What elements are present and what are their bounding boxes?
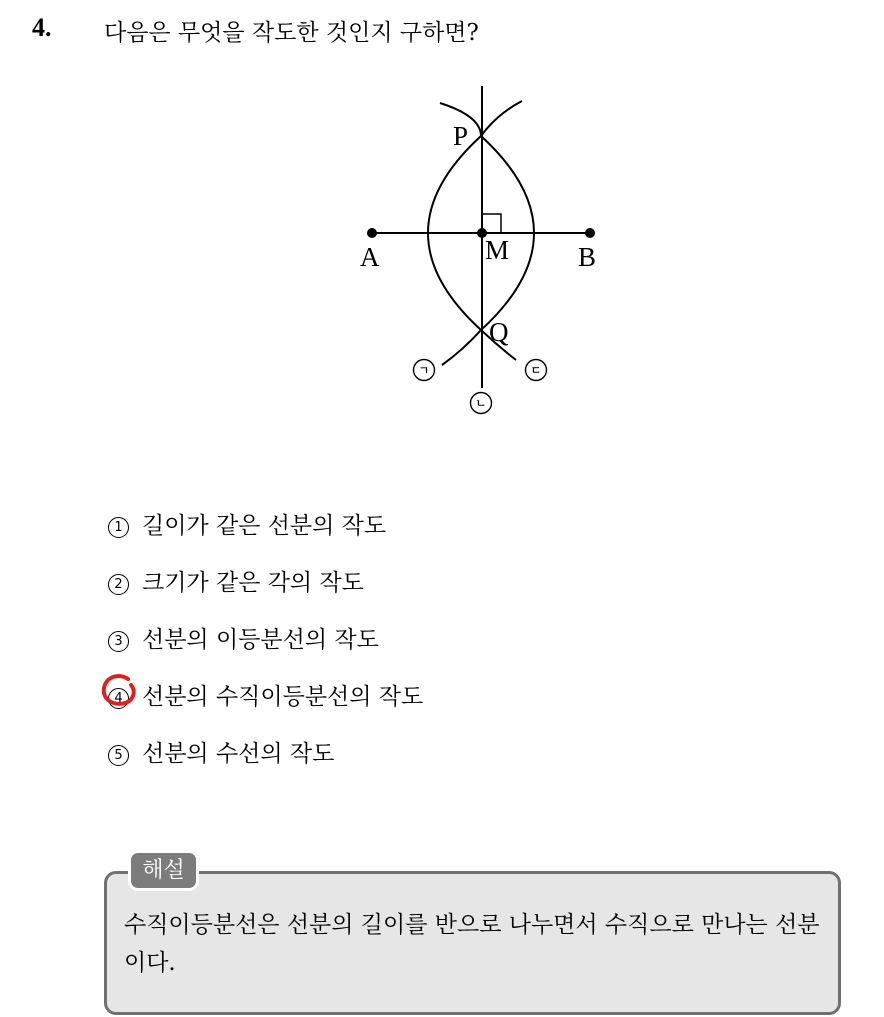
choice-3[interactable] bbox=[108, 621, 379, 654]
svg-text:ㄱ: ㄱ bbox=[418, 364, 430, 377]
choice-text: 길이가 같은 선분의 작도 bbox=[142, 513, 387, 539]
question-number: 4. bbox=[32, 13, 52, 42]
choice-number: 4 bbox=[108, 688, 129, 709]
choice-5[interactable] bbox=[108, 735, 334, 768]
choice-2[interactable] bbox=[108, 564, 364, 597]
question-text: 다음은 무엇을 작도한 것인지 구하면? bbox=[104, 20, 479, 46]
arc-label-digeut bbox=[526, 360, 547, 381]
arc-label-nieun bbox=[471, 393, 492, 414]
svg-text:ㄷ: ㄷ bbox=[530, 364, 542, 377]
svg-text:ㄴ: ㄴ bbox=[475, 397, 487, 410]
choice-number: 2 bbox=[108, 574, 129, 595]
label-q: Q bbox=[489, 317, 509, 347]
arc-label-giyeok bbox=[414, 360, 435, 381]
choice-1[interactable] bbox=[108, 507, 386, 540]
label-b: B bbox=[578, 242, 597, 272]
point-b bbox=[585, 228, 595, 238]
construction-figure bbox=[0, 0, 884, 440]
label-m: M bbox=[485, 235, 510, 265]
choice-number: 5 bbox=[108, 745, 129, 766]
label-p: P bbox=[453, 121, 469, 151]
choice-number: 1 bbox=[108, 517, 129, 538]
choice-number: 3 bbox=[108, 631, 129, 652]
choice-text: 크기가 같은 각의 작도 bbox=[142, 570, 364, 596]
explanation-tag: 해설 bbox=[128, 850, 199, 891]
explanation-text: 수직이등분선은 선분의 길이를 반으로 나누면서 수직으로 만나는 선분이다. bbox=[124, 912, 820, 976]
point-a bbox=[367, 228, 377, 238]
choice-text: 선분의 이등분선의 작도 bbox=[142, 627, 379, 653]
choice-text: 선분의 수직이등분선의 작도 bbox=[142, 684, 424, 710]
answer-circle-mark bbox=[98, 670, 144, 712]
choice-text: 선분의 수선의 작도 bbox=[142, 741, 335, 767]
choice-4[interactable] bbox=[108, 678, 423, 711]
label-a: A bbox=[360, 242, 380, 272]
